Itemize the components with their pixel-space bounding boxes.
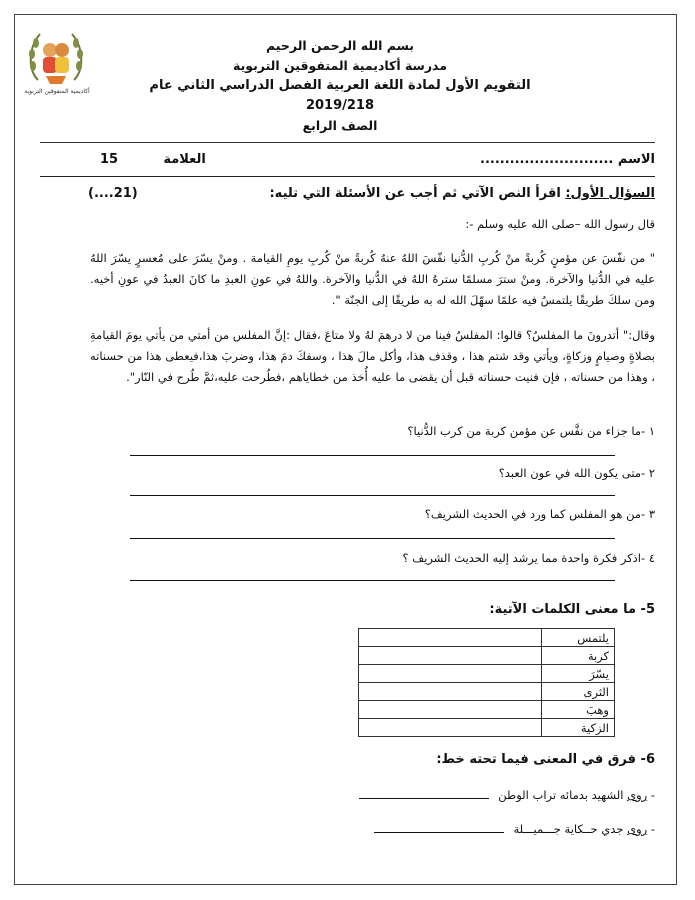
underlined-word: روى — [627, 822, 648, 836]
question-1-3: ٣ -من هو المفلس كما ورد في الحديث الشريف؟ — [424, 507, 655, 521]
class-name: الصف الرابع — [302, 118, 378, 133]
school-logo — [24, 26, 88, 92]
vocab-word: وهبَ — [542, 701, 615, 719]
answer-line-2[interactable] — [130, 495, 615, 496]
header-divider — [40, 142, 655, 143]
question-6-title: 6- فرق في المعنى فيما تحته خط: — [436, 752, 655, 767]
question-1-4: ٤ -اذكر فكرة واحدة مما يرشد إليه الحديث الشريف ؟ — [402, 551, 655, 565]
grade-label: العلامة — [163, 152, 206, 167]
question-1-1: ١ -ما جزاء من نفَّس عن مؤمن كربة من كرب الدُّنيا؟ — [407, 424, 655, 438]
vocab-meaning-cell[interactable] — [359, 683, 542, 701]
question-5-title: 5- ما معنى الكلمات الآتية: — [489, 602, 655, 617]
student-info-divider — [40, 176, 655, 177]
vocab-word: كربة — [542, 647, 615, 665]
table-row — [359, 665, 615, 683]
logo-caption: أكاديمية المتفوقين التربوية — [24, 88, 90, 95]
hadith-paragraph-1: " من نفّسَ عن مؤمنٍ كُربةً منْ كُربِ الدُّنيا نفّسَ اللهُ عنهُ كُربةً منْ كُربِ يومِ القيامة . ومنْ يسّرَ على مُعسرٍ يسّرَ اللهُ عليه في الدُّنيا والآخرة. ومنْ سترَ مسلمًا سترهُ اللهُ في الدُّنيا والآخرة. واللهُ في عونِ العبدِ ما كانَ العبدُ في عونِ أخيه. ومن سلكَ طريقًا يلتمسُ فيه علمًا سهّلَ الله له به طريقًا إلى الجنّة ". — [90, 251, 655, 307]
vocabulary-table — [358, 628, 615, 737]
basmala: بسم الله الرحمن الرحيم — [266, 38, 414, 53]
vocab-word: الزكية — [542, 719, 615, 737]
school-name: مدرسة أكاديمية المتفوقين التربوية — [233, 58, 447, 73]
grade-field — [100, 152, 206, 167]
grade-value: 15 — [100, 152, 119, 167]
student-info-row — [40, 152, 655, 170]
answer-line-1[interactable] — [130, 455, 615, 456]
underlined-word: روى — [627, 788, 648, 802]
table-row — [359, 683, 615, 701]
name-field[interactable]: الاسم ........................... — [480, 152, 655, 167]
item-sentence: جدي حــكاية جـــميـــلة — [513, 822, 628, 836]
question-6-item-2 — [340, 822, 655, 840]
table-row — [359, 629, 615, 647]
item-dash: - — [650, 822, 655, 836]
answer-line-4[interactable] — [130, 580, 615, 581]
question-1-score: (21....) — [88, 186, 138, 201]
question-6-item-1 — [340, 788, 655, 806]
answer-line-3[interactable] — [130, 538, 615, 539]
table-row — [359, 647, 615, 665]
vocab-word: الثرى — [542, 683, 615, 701]
vocab-word: يسّرَ — [542, 665, 615, 683]
vocab-word: يلتمس — [542, 629, 615, 647]
vocab-meaning-cell[interactable] — [359, 647, 542, 665]
question-1-header — [40, 186, 655, 204]
hadith-paragraph-2: وقال:" أتدرونَ ما المفلسُ؟ قالوا: المفلسُ فينا من لا درهمَ لهُ ولا متاعَ ،فقال :إنَّ المفلس من أمتي من يأتي يومَ القيامةِ بصلاةٍ وصيامٍ وزكاةٍ، ويأتي وقد شتم هذا ، وقذف هذا، وأكل مالَ هذا ، وسفكَ دمَ هذا، وضربَ هذا،فيعطى هذا من حسناته ، وهذا من حسناته ، فإن فنيت حسناته قبل أن يقضى ما عليه أُخذ من خطاياهم ،فطُرحت عليه،ثمَّ طُرح في النّار". — [90, 328, 655, 384]
document-header — [120, 36, 560, 136]
vocab-meaning-cell[interactable] — [359, 665, 542, 683]
item-dash: - — [650, 788, 655, 802]
vocab-meaning-cell[interactable] — [359, 701, 542, 719]
answer-blank[interactable] — [374, 822, 504, 833]
table-row — [359, 719, 615, 737]
vocab-meaning-cell[interactable] — [359, 719, 542, 737]
question-1-2: ٢ -متى يكون الله في عون العبد؟ — [498, 466, 655, 480]
hadith-intro: قال رسول الله –صلى الله عليه وسلم -: — [465, 217, 655, 231]
item-sentence: الشهيد بدمائه تراب الوطن — [498, 788, 628, 802]
question-1-title — [269, 186, 655, 201]
exam-title: التقويم الأول لمادة اللغة العربية الفصل الدراسي الثاني عام 2019/218 — [149, 78, 531, 113]
answer-blank[interactable] — [359, 788, 489, 799]
question-1-instruction: اقرأ النص الآتي ثم أجب عن الأسئلة التي تليه: — [269, 186, 566, 201]
question-1-label: السؤال الأول: — [565, 186, 655, 201]
table-row — [359, 701, 615, 719]
vocab-meaning-cell[interactable] — [359, 629, 542, 647]
